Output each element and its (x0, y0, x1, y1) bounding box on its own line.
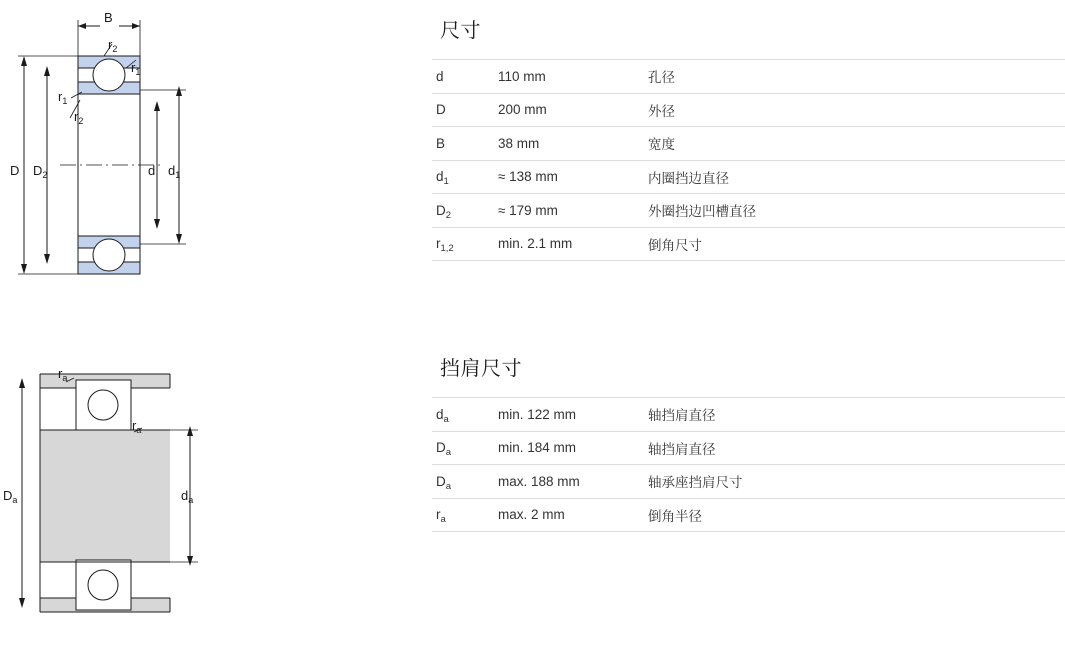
row-value: min. 2.1 mm (494, 227, 644, 261)
table-row (432, 398, 1065, 432)
drawing-panel (0, 0, 420, 646)
bearing-cross-section-drawing (0, 0, 420, 300)
symbol-subscript: a (445, 447, 452, 459)
row-description: 宽度 (644, 127, 1065, 161)
label-r1-left: $r_1$ (58, 89, 68, 106)
row-symbol (432, 498, 494, 532)
row-value: min. 122 mm (494, 398, 644, 432)
table-row (432, 60, 1065, 94)
label-r2-left: $r_2$ (74, 109, 84, 126)
label-D2: $D_2$ (33, 163, 48, 180)
abutment-section (432, 352, 1065, 532)
row-description: 倒角半径 (644, 498, 1065, 532)
dimensions-title: 尺寸 (440, 20, 481, 42)
label-da: $d_a$ (181, 488, 194, 505)
symbol-text: D (436, 202, 446, 218)
dimensions-section (432, 14, 1065, 261)
row-value: 38 mm (494, 127, 644, 161)
row-symbol (432, 127, 494, 161)
row-symbol (432, 194, 494, 228)
symbol-text: d (436, 68, 444, 84)
symbol-subscript: 2 (445, 209, 452, 221)
label-ra-inner: $r_a$ (132, 418, 142, 435)
table-row (432, 465, 1065, 499)
table-row (432, 498, 1065, 532)
row-description: 轴挡肩直径 (644, 431, 1065, 465)
table-row (432, 431, 1065, 465)
table-row (432, 194, 1065, 228)
row-symbol (432, 227, 494, 261)
symbol-subscript: a (445, 480, 452, 492)
row-value: 200 mm (494, 93, 644, 127)
symbol-text: r (436, 507, 441, 523)
label-D: D (10, 163, 20, 178)
row-value: ≈ 179 mm (494, 194, 644, 228)
row-symbol (432, 465, 494, 499)
symbol-text: d (436, 406, 444, 422)
row-description: 内圈挡边直径 (644, 160, 1065, 194)
abutment-title: 挡肩尺寸 (440, 358, 522, 380)
abutment-table (432, 397, 1065, 532)
row-value: max. 188 mm (494, 465, 644, 499)
row-symbol (432, 431, 494, 465)
label-d: d (148, 163, 156, 178)
row-symbol (432, 93, 494, 127)
symbol-subscript: a (440, 514, 446, 526)
row-symbol (432, 60, 494, 94)
row-description: 倒角尺寸 (644, 227, 1065, 261)
row-value: min. 184 mm (494, 431, 644, 465)
row-value: ≈ 138 mm (494, 160, 644, 194)
label-ra-top: $r_a$ (58, 366, 68, 383)
symbol-text: r (436, 236, 441, 252)
symbol-text: D (436, 102, 446, 118)
label-d1: $d_1$ (168, 163, 181, 180)
row-description: 轴承座挡肩尺寸 (644, 465, 1065, 499)
label-B: B (104, 10, 113, 25)
symbol-text: d (436, 169, 444, 185)
row-description: 外径 (644, 93, 1065, 127)
row-description: 外圈挡边凹槽直径 (644, 194, 1065, 228)
row-value: max. 2 mm (494, 498, 644, 532)
row-symbol (432, 160, 494, 194)
row-symbol (432, 398, 494, 432)
row-value: 110 mm (494, 60, 644, 94)
symbol-text: D (436, 440, 446, 456)
row-description: 轴挡肩直径 (644, 398, 1065, 432)
table-row (432, 93, 1065, 127)
symbol-subscript: a (443, 413, 449, 425)
bearing-abutment-drawing (0, 352, 420, 662)
row-description: 孔径 (644, 60, 1065, 94)
dimensions-table (432, 59, 1065, 261)
symbol-text: D (436, 473, 446, 489)
table-row (432, 160, 1065, 194)
symbol-subscript: 1 (443, 176, 449, 188)
label-Da: $D_a$ (3, 488, 18, 505)
table-row (432, 227, 1065, 261)
spec-tables-panel (432, 0, 1065, 646)
symbol-subscript: 1,2 (440, 243, 454, 255)
label-r1-right: $r_1$ (131, 60, 141, 77)
symbol-text: B (436, 135, 446, 151)
label-r2-top: $r_2$ (108, 37, 118, 54)
table-row (432, 127, 1065, 161)
